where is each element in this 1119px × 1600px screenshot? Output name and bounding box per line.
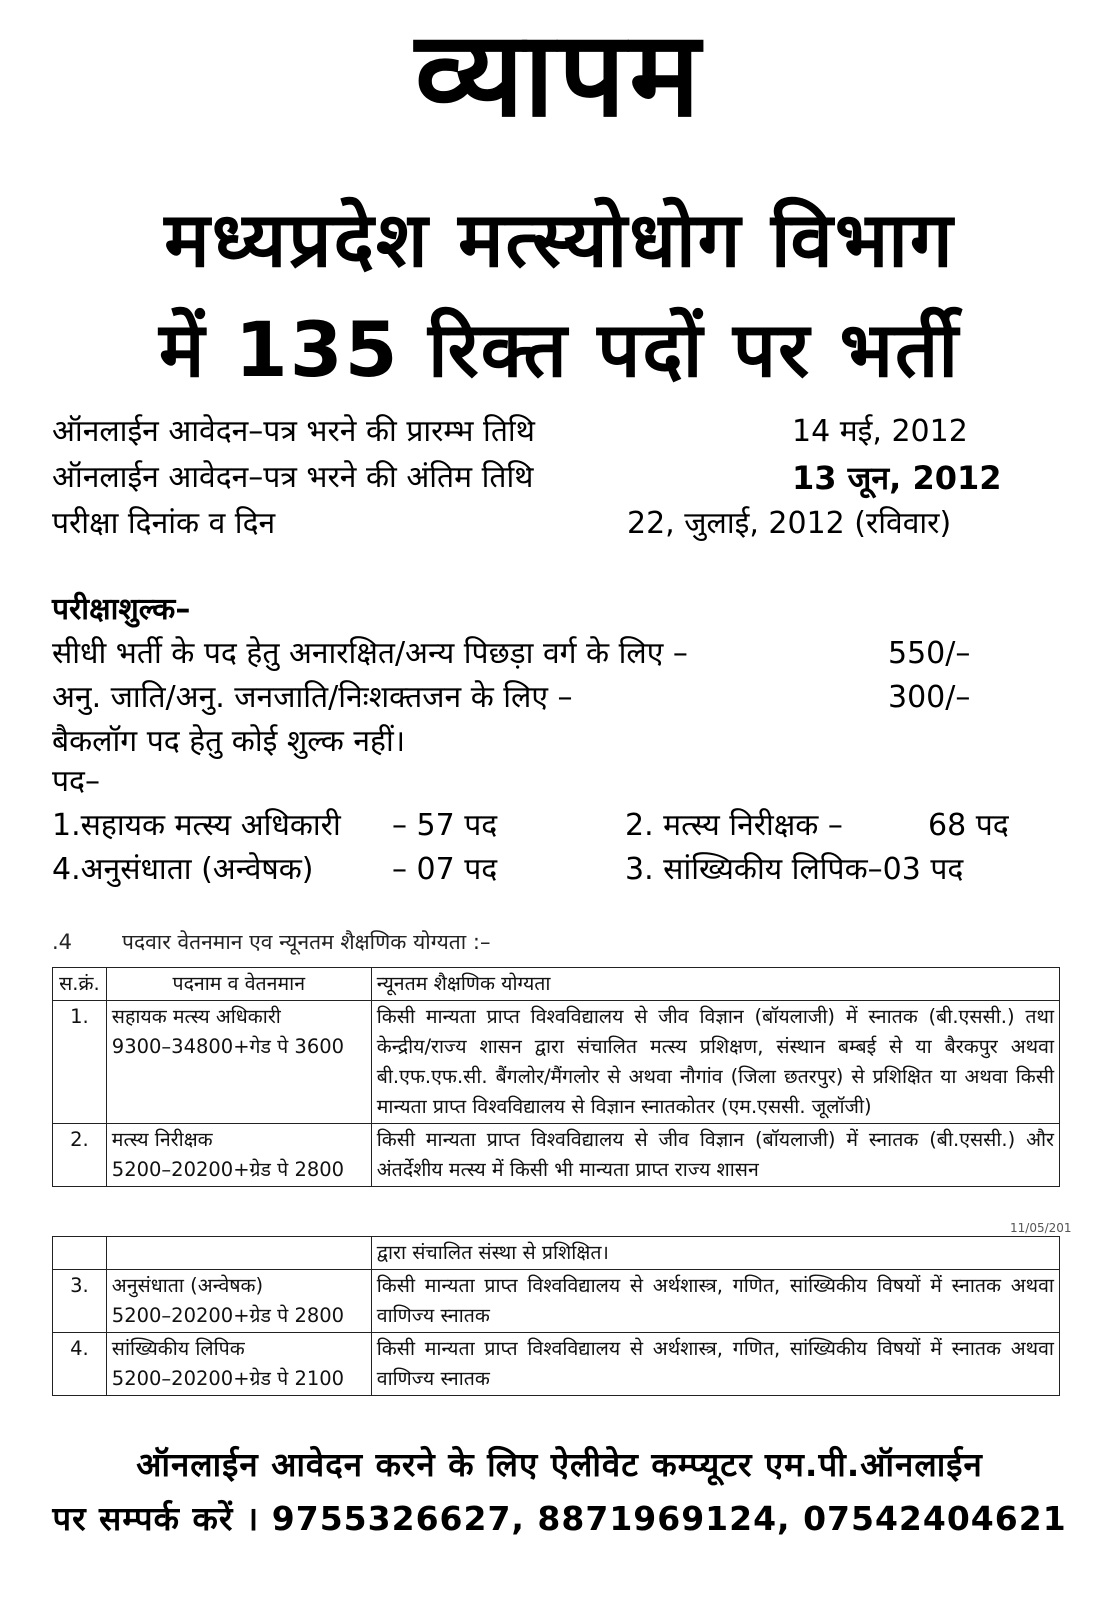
page-stamp: 11/05/201: [1010, 1221, 1072, 1235]
cell-sn: 1.: [53, 1001, 107, 1124]
table-heading-text: पदवार वेतनमान एव न्यूनतम शैक्षणिक योग्यता :–: [122, 930, 491, 954]
cell-sn: [53, 1237, 107, 1270]
table-heading: [52, 925, 490, 959]
post-title: सहायक मत्स्य अधिकारी: [111, 1005, 281, 1028]
post-name: 1.सहायक मत्स्य अधिकारी: [52, 808, 341, 843]
qualification-table-part-2: [52, 1236, 1060, 1396]
fee-amount: 300/–: [888, 680, 971, 715]
date-label: परीक्षा दिनांक व दिन: [52, 506, 276, 541]
headline-line-1: मध्यप्रदेश मत्स्योधोग विभाग: [164, 195, 955, 284]
fee-label: अनु. जाति/अनु. जनजाति/निःशक्तजन के लिए –: [52, 680, 573, 715]
cell-qualification: किसी मान्यता प्राप्त विश्वविद्यालय से अर्थशास्त्र, गणित, सांख्यिकीय विषयों में स्नातक अथवा वाणिज्य स्नातक: [371, 1270, 1059, 1333]
date-label: ऑनलाईन आवेदन–पत्र भरने की अंतिम तिथि: [52, 460, 534, 495]
date-row-exam: [52, 502, 1052, 546]
footer-line-2: पर सम्पर्क करें । 9755326627, 8871969124, 07542404621: [52, 1499, 1067, 1538]
cell-post: [106, 1333, 371, 1396]
cell-post: [106, 1270, 371, 1333]
cell-qualification: द्वारा संचालित संस्था से प्रशिक्षित।: [371, 1237, 1059, 1270]
posts-title: पद–: [52, 764, 100, 799]
footer-line-1: ऑनलाईन आवेदन करने के लिए ऐलीवेट कम्प्यूटर एम.पी.ऑनलाईन: [136, 1445, 983, 1484]
post-pay: 5200–20200+ग्रेड पे 2800: [111, 1304, 345, 1327]
cell-sn: 3.: [53, 1270, 107, 1333]
cell-qualification: किसी मान्यता प्राप्त विश्वविद्यालय से अर्थशास्त्र, गणित, सांख्यिकीय विषयों में स्नातक अथवा वाणिज्य स्नातक: [371, 1333, 1059, 1396]
cell-post: [106, 1124, 371, 1187]
post-count: – 07 पद: [392, 852, 498, 887]
post-pay: 5200–20200+ग्रेड पे 2100: [111, 1367, 345, 1390]
cell-qualification: किसी मान्यता प्राप्त विश्वविद्यालय से जीव विज्ञान (बॉयलाजी) में स्नातक (बी.एससी.) और अंतर्देशीय मत्स्य में किसी भी मान्यता प्राप्त राज्य शासन: [371, 1124, 1059, 1187]
table-row: [53, 1001, 1060, 1124]
date-row-start: [52, 410, 1052, 454]
fee-title: परीक्षाशुल्क–: [52, 592, 191, 627]
table-row: [53, 1237, 1060, 1270]
table-row: [53, 1270, 1060, 1333]
post-pay: 9300–34800+गेड पे 3600: [111, 1035, 345, 1058]
post-name: 4.अनुसंधाता (अन्वेषक): [52, 852, 314, 887]
fee-row: [52, 676, 1052, 720]
cell-sn: 4.: [53, 1333, 107, 1396]
cell-qualification: किसी मान्यता प्राप्त विश्वविद्यालय से जीव विज्ञान (बॉयलाजी) में स्नातक (बी.एससी.) तथा केन्द्रीय/राज्य शासन द्वारा संचालित मत्स्य प्रशिक्षण, संस्थान बम्बई से या बैरकपुर अथवा बी.एफ.एफ.सी. बैंगलोर/मैंगलोर से अथवा नौगांव (जिला छतरपुर) से प्रशिक्षित या अथवा किसी मान्यता प्राप्त विश्वविद्यालय से विज्ञान स्नातकोतर (एम.एससी. जूलॉजी): [371, 1001, 1059, 1124]
cell-post: [106, 1237, 371, 1270]
date-row-last: [52, 456, 1052, 500]
qualification-table-part-1: [52, 967, 1060, 1187]
fee-amount: 550/–: [888, 636, 971, 671]
date-value: 22, जुलाई, 2012 (रविवार): [627, 506, 952, 541]
headline-line-2: में 135 रिक्त पदों पर भर्ती: [158, 305, 961, 394]
post-title: अनुसंधाता (अन्वेषक): [111, 1274, 264, 1297]
date-value: 14 मई, 2012: [792, 414, 968, 449]
header-qualification: न्यूनतम शैक्षणिक योग्यता: [371, 968, 1059, 1001]
table-row: [53, 1333, 1060, 1396]
table-row: [53, 1124, 1060, 1187]
table-header-row: [53, 968, 1060, 1001]
post-title: मत्स्य निरीक्षक: [111, 1128, 213, 1151]
header-post: पदनाम व वेतनमान: [106, 968, 371, 1001]
cell-sn: 2.: [53, 1124, 107, 1187]
post-name: 2. मत्स्य निरीक्षक –: [625, 808, 843, 843]
date-value: 13 जून, 2012: [792, 459, 1002, 497]
post-count: – 57 पद: [392, 808, 498, 843]
post-count: 68 पद: [928, 808, 1009, 843]
header-sn: स.क्रं.: [53, 968, 107, 1001]
table-heading-number: .4: [52, 930, 73, 954]
post-name: 3. सांख्यिकीय लिपिक–03 पद: [625, 852, 964, 887]
fee-note: [52, 720, 1052, 764]
brand-title: व्यापम: [415, 5, 704, 143]
post-title: सांख्यिकीय लिपिक: [111, 1337, 245, 1360]
fee-row: [52, 632, 1052, 676]
date-label: ऑनलाईन आवेदन–पत्र भरने की प्रारम्भ तिथि: [52, 414, 535, 449]
post-pay: 5200–20200+ग्रेड पे 2800: [111, 1158, 345, 1181]
cell-post: [106, 1001, 371, 1124]
fee-note-text: बैकलॉग पद हेतु कोई शुल्क नहीं।: [52, 724, 406, 759]
fee-label: सीधी भर्ती के पद हेतु अनारक्षित/अन्य पिछड़ा वर्ग के लिए –: [52, 636, 688, 671]
